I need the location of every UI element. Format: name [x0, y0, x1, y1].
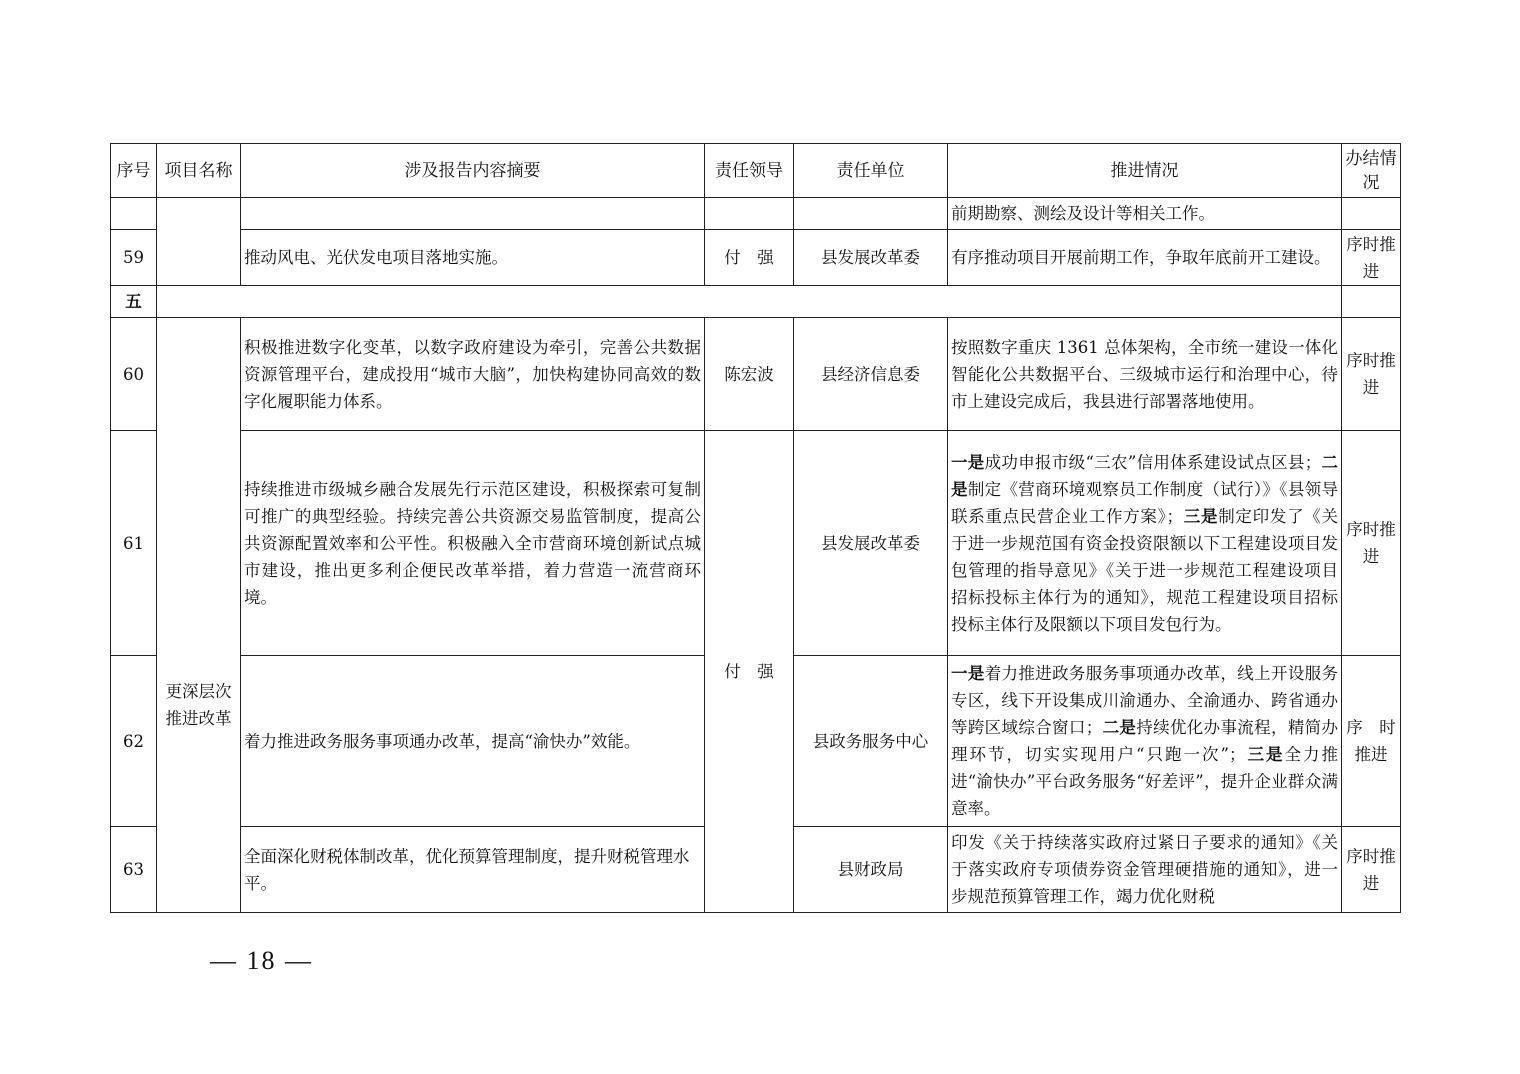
cell-unit	[794, 198, 948, 230]
table-row	[111, 318, 1401, 431]
progress-text: 成功申报市级“三农”信用体系建设试点区县；	[984, 452, 1322, 472]
table-row	[111, 230, 1401, 286]
cell-progress: 印发《关于持续落实政府过紧日子要求的通知》《关于落实政府专项债券资金管理硬措施的通知》，进一步规范预算管理工作，竭力优化财税	[948, 827, 1342, 913]
cell-status: 序时推进	[1342, 431, 1401, 656]
cell-unit: 县财政局	[794, 827, 948, 913]
cell-status: 序 时推进	[1342, 656, 1401, 827]
cell-seq: 62	[111, 656, 157, 827]
cell-leader	[705, 198, 794, 230]
section-seq: 五	[111, 286, 157, 318]
progress-text: 持续优化办事流程，精简办理环节，切实实现用户“只跑一次”；	[951, 718, 1339, 764]
progress-lead: 二是	[951, 452, 1339, 499]
cell-summary: 积极推进数字化变革，以数字政府建设为牵引，完善公共数据资源管理平台，建成投用“城市大脑”，加快构建协同高效的数字化履职能力体系。	[241, 318, 705, 431]
header-row	[111, 144, 1401, 198]
section-row	[111, 286, 1401, 318]
cell-seq: 63	[111, 827, 157, 913]
cell-status: 序时推进	[1342, 230, 1401, 286]
cell-leader: 陈宏波	[705, 318, 794, 431]
progress-lead: 三是	[1183, 506, 1219, 526]
cell-status	[1342, 198, 1401, 230]
progress-text: 全力推进“渝快办”平台政务服务“好差评”，提升企业群众满意率。	[951, 745, 1339, 818]
header-summary: 涉及报告内容摘要	[241, 144, 705, 198]
cell-progress	[948, 431, 1342, 656]
cell-summary: 持续推进市级城乡融合发展先行示范区建设，积极探索可复制可推广的典型经验。持续完善公共资源交易监管制度，提高公共资源配置效率和公平性。积极融入全市营商环境创新试点城市建设，推出更多利企便民改革举措，着力营造一流营商环境。	[241, 431, 705, 656]
table-row	[111, 431, 1401, 656]
cell-summary: 全面深化财税体制改革，优化预算管理制度，提升财税管理水平。	[241, 827, 705, 913]
section-title	[157, 286, 1342, 318]
cell-progress: 有序推动项目开展前期工作，争取年底前开工建设。	[948, 230, 1342, 286]
cell-seq: 60	[111, 318, 157, 431]
header-status: 办结情况	[1342, 144, 1401, 198]
header-leader: 责任领导	[705, 144, 794, 198]
cell-project-group: 更深层次推进改革	[157, 318, 241, 913]
cell-unit: 县政务服务中心	[794, 656, 948, 827]
header-progress: 推进情况	[948, 144, 1342, 198]
cell-unit: 县经济信息委	[794, 318, 948, 431]
section-status	[1342, 286, 1401, 318]
cell-leader: 付 强	[705, 230, 794, 286]
cell-seq: 61	[111, 431, 157, 656]
cell-summary: 推动风电、光伏发电项目落地实施。	[241, 230, 705, 286]
progress-lead: 一是	[951, 452, 985, 472]
header-project: 项目名称	[157, 144, 241, 198]
cell-progress: 前期勘察、测绘及设计等相关工作。	[948, 198, 1342, 230]
cell-progress	[948, 656, 1342, 827]
page-number: — 18 —	[210, 946, 313, 975]
cell-unit: 县发展改革委	[794, 431, 948, 656]
cell-project	[157, 198, 241, 286]
cell-status: 序时推进	[1342, 827, 1401, 913]
cell-status: 序时推进	[1342, 318, 1401, 431]
cell-seq	[111, 198, 157, 230]
progress-lead: 三是	[1245, 745, 1285, 764]
cell-summary: 着力推进政务服务事项通办改革，提高“渝快办”效能。	[241, 656, 705, 827]
progress-text: 制定印发了《关于进一步规范国有资金投资限额以下工程建设项目发包管理的指导意见》《关于进一步规范工程建设项目招标投标主体行为的通知》，规范工程建设项目招标投标主体行及限额以下项目发包行为。	[951, 506, 1339, 634]
progress-text: 着力推进政务服务事项通办改革，线上开设服务专区，线下开设集成川渝通办、全渝通办、跨省通办等跨区域综合窗口；	[951, 664, 1339, 737]
table-row	[111, 198, 1401, 230]
cell-summary	[241, 198, 705, 230]
header-seq: 序号	[111, 144, 157, 198]
header-unit: 责任单位	[794, 144, 948, 198]
cell-leader-shared: 付 强	[705, 431, 794, 913]
progress-text: 制定《营商环境观察员工作制度（试行）》《县领导联系重点民营企业工作方案》；	[951, 479, 1339, 526]
supervision-table	[110, 143, 1401, 913]
progress-lead: 二是	[1102, 718, 1137, 737]
cell-progress: 按照数字重庆 1361 总体架构，全市统一建设一体化智能化公共数据平台、三级城市运行和治理中心，待市上建设完成后，我县进行部署落地使用。	[948, 318, 1342, 431]
cell-seq: 59	[111, 230, 157, 286]
cell-unit: 县发展改革委	[794, 230, 948, 286]
progress-lead: 一是	[951, 664, 985, 683]
